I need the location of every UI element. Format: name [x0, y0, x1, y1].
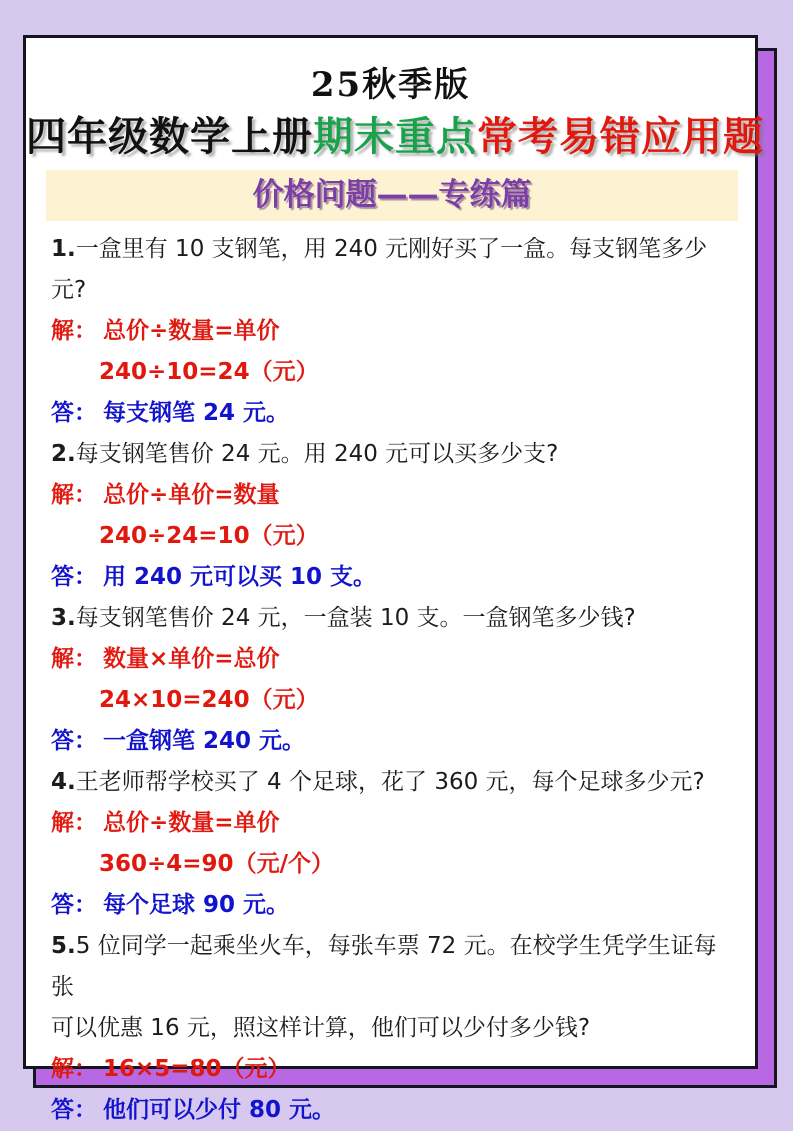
subtitle-black-segment: 四年级数学上册 — [26, 113, 313, 160]
answer-line — [51, 721, 737, 762]
problem-number: 5. — [51, 933, 76, 959]
section-banner-title: 价格问题——专练篇 — [252, 177, 532, 213]
solution-calc-line: 240÷24=10（元） — [99, 523, 319, 549]
answer-label: 答： — [51, 892, 97, 918]
problem-statement-line2: 可以优惠 16 元，照这样计算，他们可以少付多少钱? — [51, 1015, 591, 1041]
answer-label: 答： — [51, 1097, 97, 1123]
problem-number: 3. — [51, 605, 76, 631]
section-banner — [46, 170, 738, 221]
problem-number: 1. — [51, 236, 76, 262]
page-title: 25秋季版 — [310, 65, 471, 105]
problem-statement-text: 5 位同学一起乘坐火车，每张车票 72 元。在校学生凭学生证每张 — [51, 933, 717, 1000]
problem-statement-text: 每支钢笔售价 24 元，一盒装 10 支。一盒钢笔多少钱? — [75, 605, 636, 631]
solution-calc: 16×5=80（元） — [103, 1056, 291, 1082]
problem-statement — [51, 926, 737, 1008]
problem-statement-text: 每支钢笔售价 24 元。用 240 元可以买多少支? — [75, 441, 559, 467]
subtitle-green-segment: 期末重点 — [313, 113, 477, 160]
solution-rule-line — [51, 475, 737, 516]
problem-block-1 — [51, 229, 737, 434]
problems-list — [26, 221, 755, 1131]
problem-statement-text: 一盒里有 10 支钢笔，用 240 元刚好买了一盒。每支钢笔多少元? — [51, 236, 708, 303]
problem-statement-text: 王老师帮学校买了 4 个足球，花了 360 元，每个足球多少元? — [75, 769, 705, 795]
solution-rule: 总价÷单价=数量 — [103, 482, 280, 508]
problem-block-2 — [51, 434, 737, 598]
problem-statement — [51, 598, 737, 639]
solution-calc-line: 360÷4=90（元/个） — [99, 851, 334, 877]
answer-label: 答： — [51, 400, 97, 426]
problem-number: 2. — [51, 441, 76, 467]
answer-line — [51, 885, 737, 926]
subtitle — [26, 112, 764, 162]
solution-rule: 总价÷数量=单价 — [103, 318, 280, 344]
answer-text: 每支钢笔 24 元。 — [103, 400, 290, 426]
solution-rule: 总价÷数量=单价 — [103, 810, 280, 836]
solve-label: 解： — [51, 482, 97, 508]
answer-line — [51, 1090, 737, 1131]
problem-block-3 — [51, 598, 737, 762]
answer-line — [51, 393, 737, 434]
solution-calc-line: 24×10=240（元） — [99, 687, 319, 713]
solve-label: 解： — [51, 318, 97, 344]
solve-label: 解： — [51, 646, 97, 672]
answer-text: 用 240 元可以买 10 支。 — [103, 564, 377, 590]
worksheet-card — [23, 35, 764, 1123]
solution-rule-line — [51, 639, 737, 680]
answer-label: 答： — [51, 564, 97, 590]
answer-text: 每个足球 90 元。 — [103, 892, 290, 918]
solution-rule-line — [51, 311, 737, 352]
answer-text: 他们可以少付 80 元。 — [103, 1097, 336, 1123]
problem-block-5 — [51, 926, 737, 1131]
problem-statement — [51, 434, 737, 475]
solution-rule-line — [51, 803, 737, 844]
solution-calc-line: 240÷10=24（元） — [99, 359, 319, 385]
solution-calc-line — [51, 1049, 737, 1090]
problem-statement — [51, 229, 737, 311]
solve-label: 解： — [51, 810, 97, 836]
answer-text: 一盒钢笔 240 元。 — [103, 728, 306, 754]
subtitle-red-segment: 常考易错应用题 — [477, 113, 764, 160]
solve-label: 解： — [51, 1056, 97, 1082]
problem-block-4 — [51, 762, 737, 926]
problem-statement — [51, 762, 737, 803]
answer-line — [51, 557, 737, 598]
answer-label: 答： — [51, 728, 97, 754]
problem-number: 4. — [51, 769, 76, 795]
solution-rule: 数量×单价=总价 — [103, 646, 280, 672]
